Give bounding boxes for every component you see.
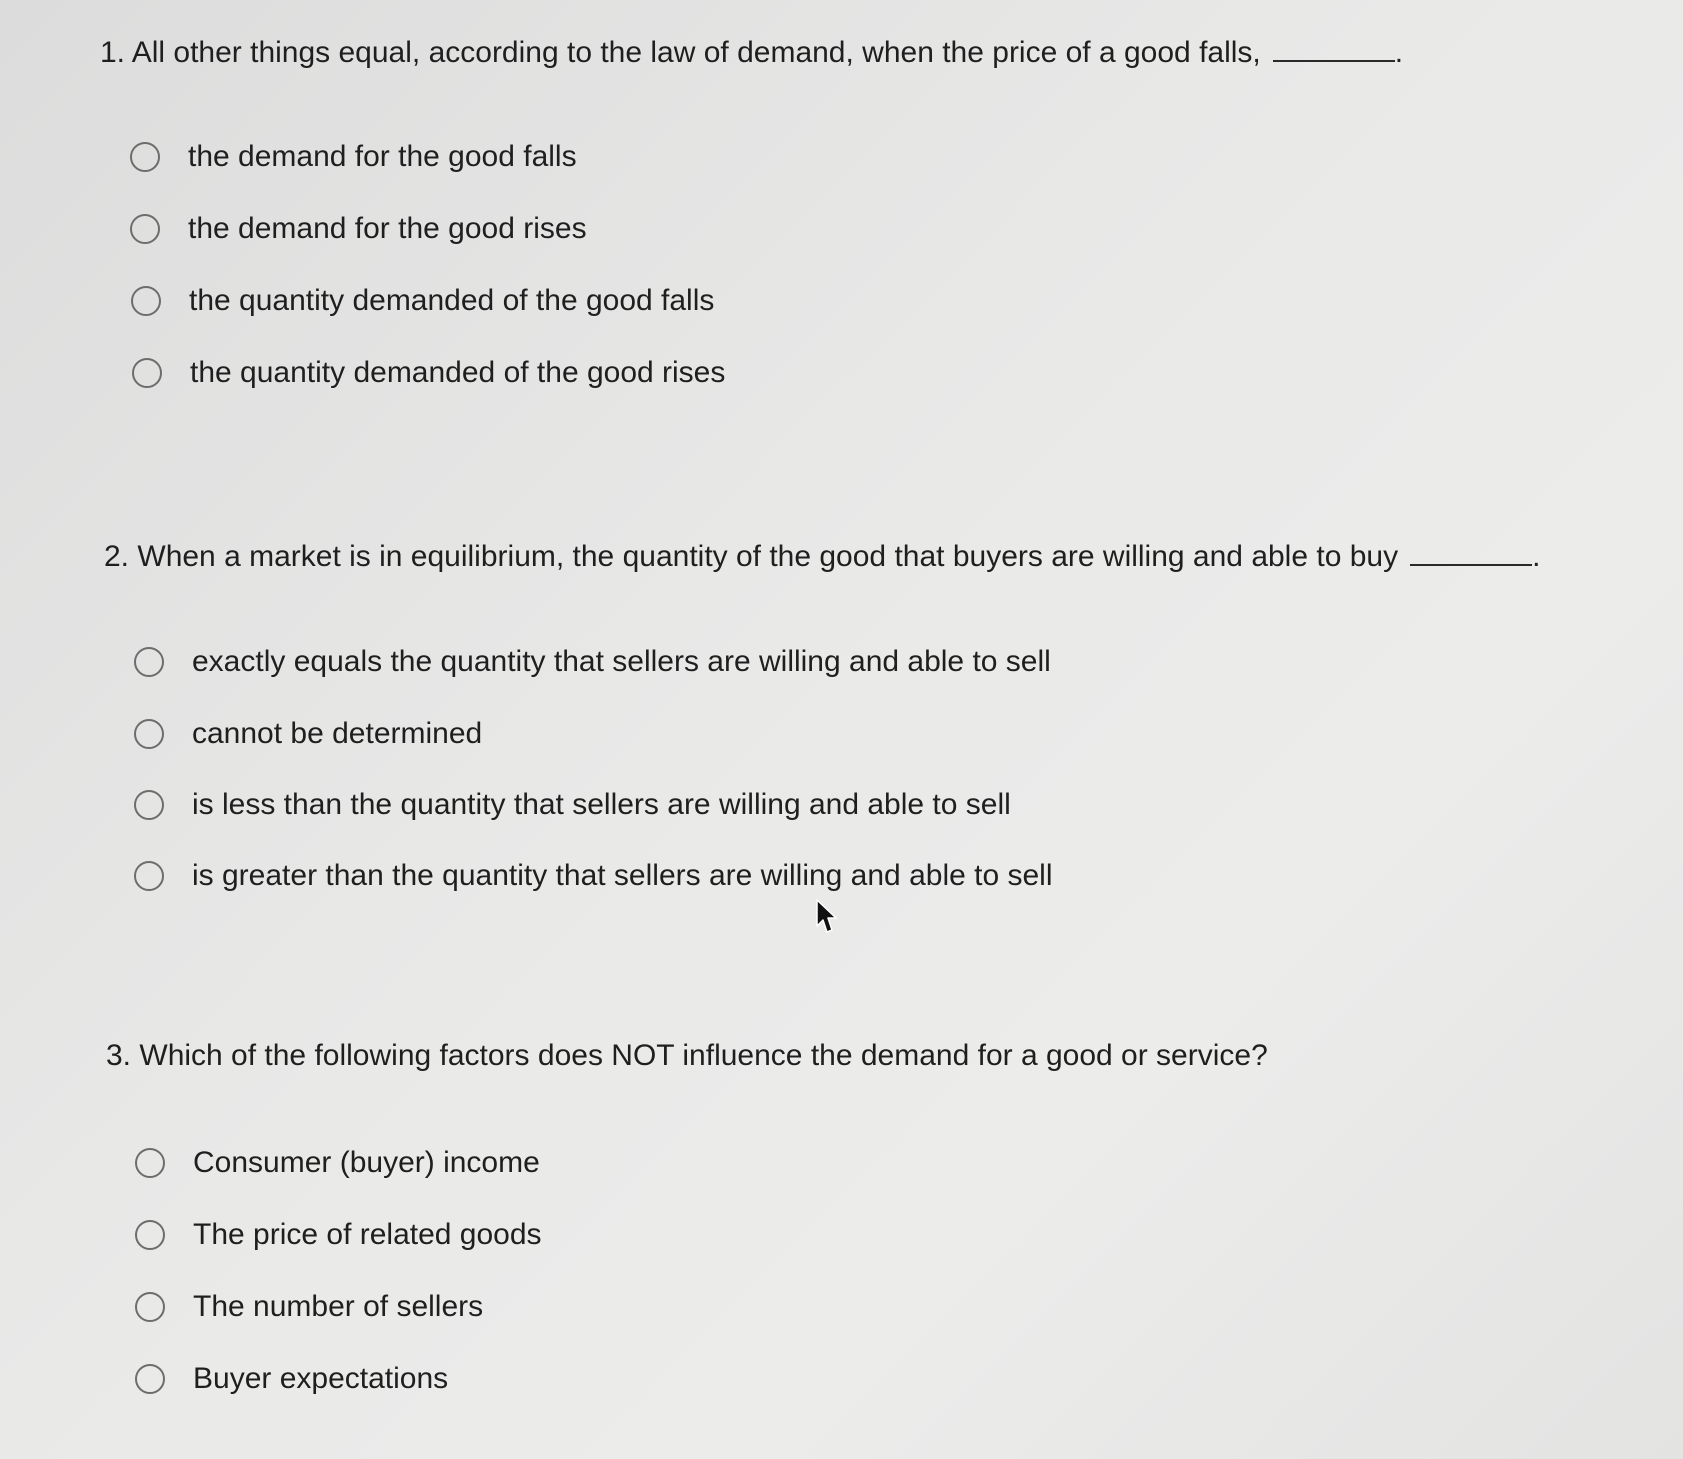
option-label: the demand for the good falls <box>188 140 577 173</box>
radio-button[interactable] <box>134 719 164 749</box>
question-1-option-1[interactable] <box>130 135 577 179</box>
question-3-option-4[interactable] <box>135 1357 448 1401</box>
question-2-option-4[interactable] <box>134 854 1053 898</box>
radio-button[interactable] <box>134 861 164 891</box>
mouse-pointer-arrow-icon <box>815 898 841 936</box>
question-1-option-4[interactable] <box>132 351 725 395</box>
radio-button[interactable] <box>134 790 164 820</box>
radio-button[interactable] <box>131 286 161 316</box>
question-1-option-2[interactable] <box>130 207 587 251</box>
radio-button[interactable] <box>135 1364 165 1394</box>
question-2-number: 2. <box>104 540 130 573</box>
option-label: is less than the quantity that sellers are willing and able to sell <box>192 788 1011 821</box>
option-label: Buyer expectations <box>193 1362 449 1395</box>
answer-blank <box>1273 34 1395 62</box>
radio-button[interactable] <box>135 1220 165 1250</box>
option-label: The price of related goods <box>193 1218 542 1251</box>
question-3-number: 3. <box>106 1039 132 1072</box>
radio-button[interactable] <box>130 214 160 244</box>
radio-button[interactable] <box>135 1148 165 1178</box>
radio-button[interactable] <box>135 1292 165 1322</box>
question-1-period: . <box>1394 36 1404 69</box>
question-2-text: When a market is in equilibrium, the quantity of the good that buyers are willing and able to buy <box>137 540 1399 573</box>
radio-button[interactable] <box>134 647 164 677</box>
question-2-option-3[interactable] <box>134 783 1011 827</box>
option-label: Consumer (buyer) income <box>193 1146 540 1179</box>
question-3-text: Which of the following factors does NOT influence the demand for a good or service? <box>139 1039 1268 1072</box>
question-2-prompt <box>104 538 1540 575</box>
option-label: the demand for the good rises <box>188 212 587 245</box>
question-2-period: . <box>1532 540 1541 573</box>
option-label: is greater than the quantity that sellers are willing and able to sell <box>192 859 1053 892</box>
question-3-option-2[interactable] <box>135 1213 542 1257</box>
question-3-option-3[interactable] <box>135 1285 483 1329</box>
radio-button[interactable] <box>132 358 162 388</box>
option-label: the quantity demanded of the good falls <box>189 284 715 317</box>
option-label: cannot be determined <box>192 717 483 750</box>
question-1-text: All other things equal, according to the law of demand, when the price of a good falls, <box>131 36 1261 69</box>
question-2-option-2[interactable] <box>134 712 482 756</box>
option-label: The number of sellers <box>193 1290 484 1323</box>
answer-blank <box>1410 538 1532 566</box>
question-3-option-1[interactable] <box>135 1141 540 1185</box>
option-label: exactly equals the quantity that sellers are willing and able to sell <box>192 645 1051 678</box>
question-1-number: 1. <box>100 36 126 69</box>
question-1-prompt <box>100 34 1403 71</box>
option-label: the quantity demanded of the good rises <box>190 356 726 389</box>
question-2-option-1[interactable] <box>134 640 1051 684</box>
question-3-prompt <box>106 1038 1268 1074</box>
question-1-option-3[interactable] <box>131 279 714 323</box>
radio-button[interactable] <box>130 142 160 172</box>
